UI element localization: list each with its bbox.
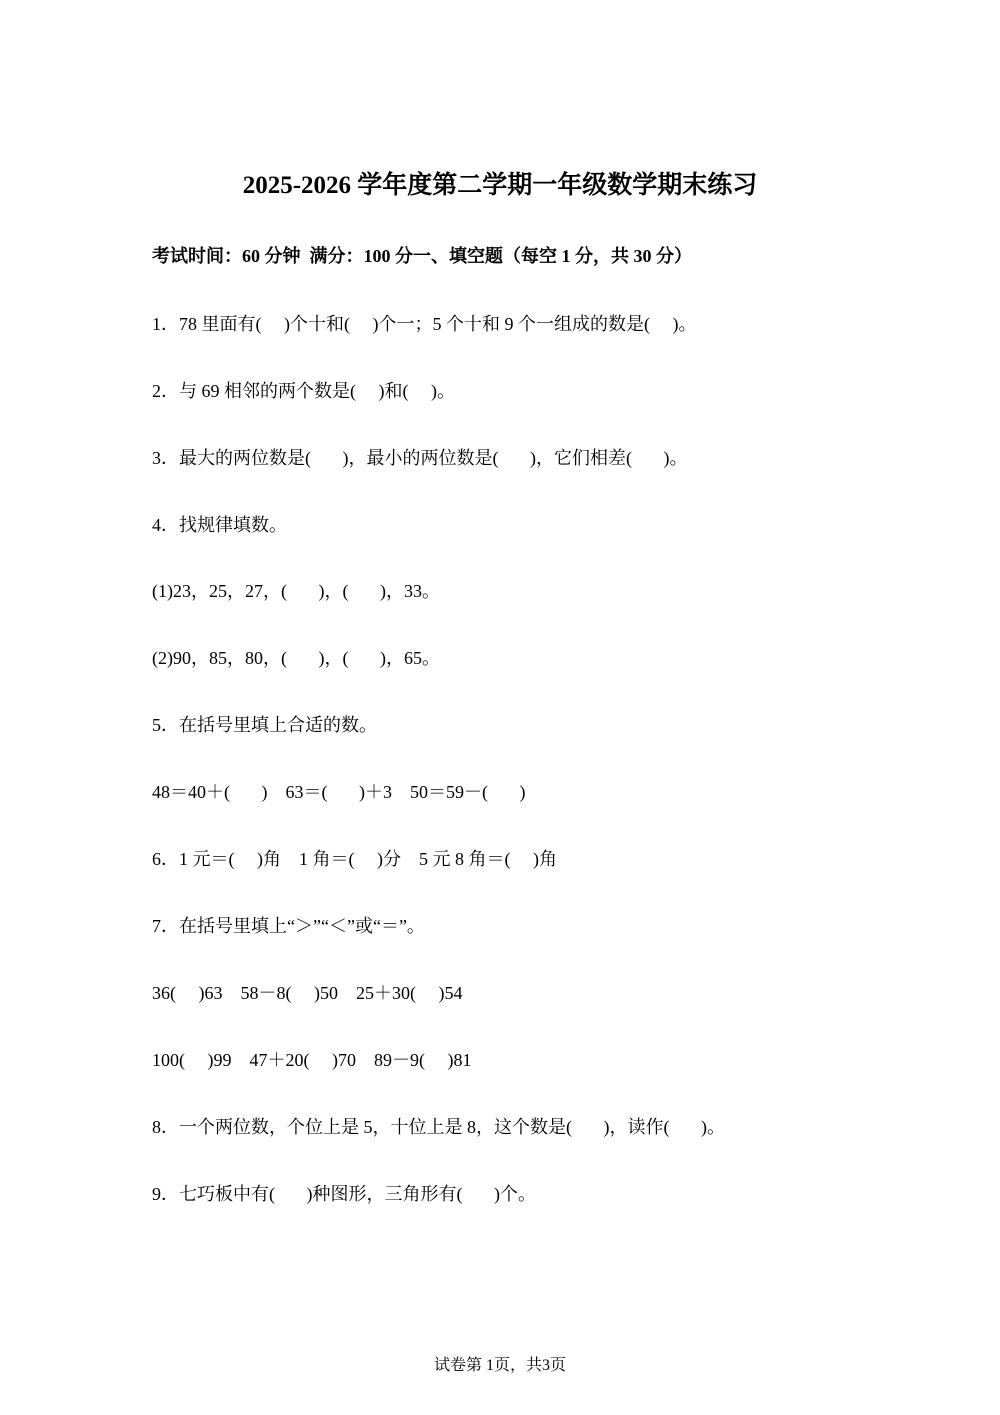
question-7: 7．在括号里填上“＞”“＜”或“＝”。 xyxy=(152,916,425,936)
question-5: 5．在括号里填上合适的数。 xyxy=(152,715,377,735)
question-7-row-2: 100( )99 47＋20( )70 89－9( )81 xyxy=(152,1050,472,1070)
question-9: 9．七巧板中有( )种图形，三角形有( )个。 xyxy=(152,1184,536,1204)
exam-title: 2025-2026 学年度第二学期一年级数学期末练习 xyxy=(242,172,758,199)
question-5-equations: 48＝40＋( ) 63＝( )＋3 50＝59－( ) xyxy=(152,782,526,802)
question-8: 8．一个两位数，个位上是 5，十位上是 8，这个数是( )，读作( )。 xyxy=(152,1117,725,1137)
question-2: 2．与 69 相邻的两个数是( )和( )。 xyxy=(152,381,455,401)
question-4: 4．找规律填数。 xyxy=(152,515,287,535)
question-1: 1．78 里面有( )个十和( )个一；5 个十和 9 个一组成的数是( )。 xyxy=(152,314,697,334)
page-footer: 试卷第 1页，共3页 xyxy=(433,1357,566,1374)
question-3: 3．最大的两位数是( )，最小的两位数是( )，它们相差( )。 xyxy=(152,448,688,468)
exam-meta-info: 考试时间：60 分钟 满分：100 分一、填空题（每空 1 分，共 30 分） xyxy=(152,246,692,266)
question-7-row-1: 36( )63 58－8( )50 25＋30( )54 xyxy=(152,983,463,1003)
question-6: 6．1 元＝( )角 1 角＝( )分 5 元 8 角＝( )角 xyxy=(152,849,557,869)
question-4-part-2: (2)90，85，80，( )，( )，65。 xyxy=(152,648,440,668)
question-4-part-1: (1)23，25，27，( )，( )，33。 xyxy=(152,581,440,601)
